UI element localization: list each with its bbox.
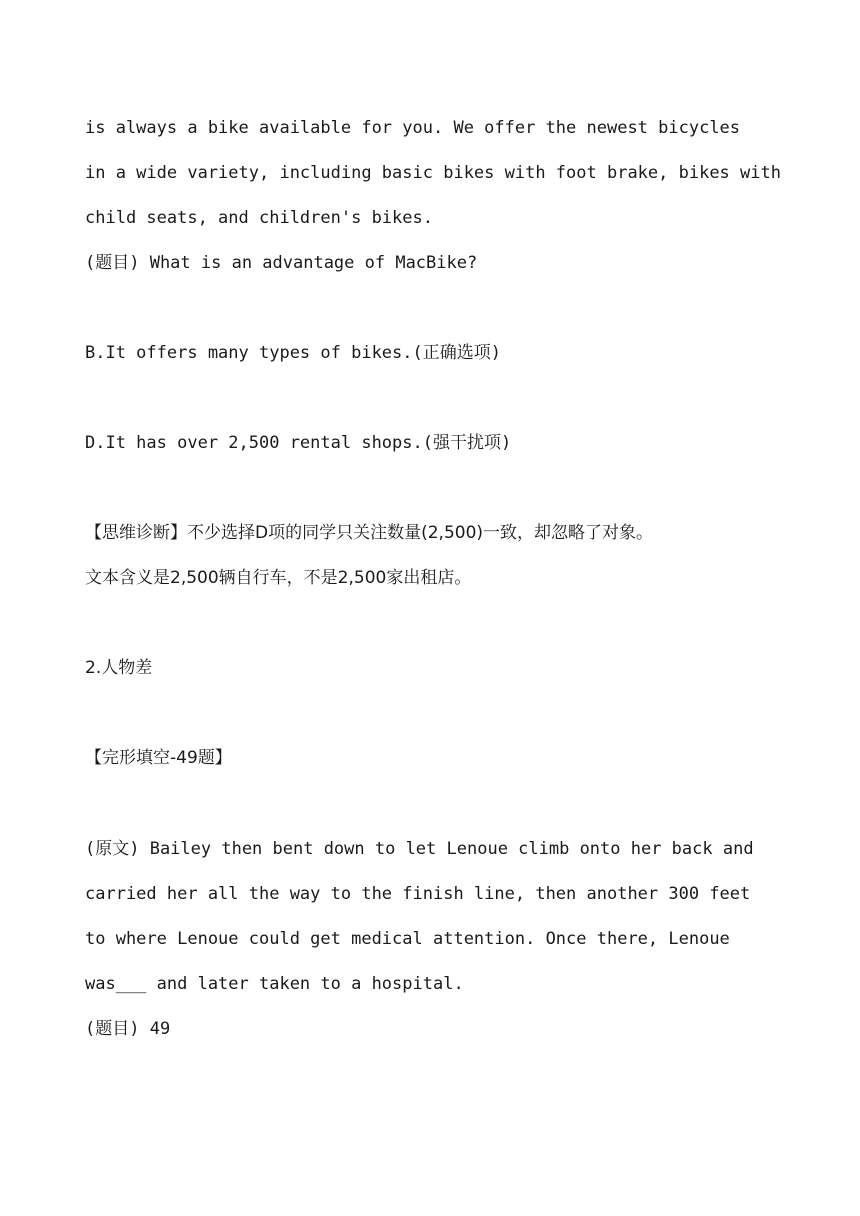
diagnosis-line2: 文本含义是2,500辆自行车，不是2,500家出租店。 xyxy=(85,568,472,588)
cloze-heading: 【完形填空-49题】 xyxy=(85,748,232,768)
passage2-line1: (原文) Bailey then bent down to let Lenoue climb onto her back and xyxy=(85,839,754,859)
passage2-line2: carried her all the way to the finish line, then another 300 feet xyxy=(85,884,751,904)
passage1-line2: in a wide variety, including basic bikes with foot brake, bikes with xyxy=(85,163,781,183)
question2-text: (题目) 49 xyxy=(85,1019,171,1039)
diagnosis-line1: 【思维诊断】不少选择D项的同学只关注数量(2,500)一致，却忽略了对象。 xyxy=(85,523,654,543)
option-d-text: D.It has over 2,500 rental shops.(强干扰项) xyxy=(85,433,512,453)
option-b-text: B.It offers many types of bikes.(正确选项) xyxy=(85,343,501,363)
passage1-line3: child seats, and children's bikes. xyxy=(85,208,433,228)
section-heading: 2.人物差 xyxy=(85,658,153,678)
passage2-line4: was___ and later taken to a hospital. xyxy=(85,974,464,994)
question1-text: (题目) What is an advantage of MacBike? xyxy=(85,253,478,273)
passage2-line3: to where Lenoue could get medical attention. Once there, Lenoue xyxy=(85,929,730,949)
passage1-line1: is always a bike available for you. We offer the newest bicycles xyxy=(85,118,741,138)
